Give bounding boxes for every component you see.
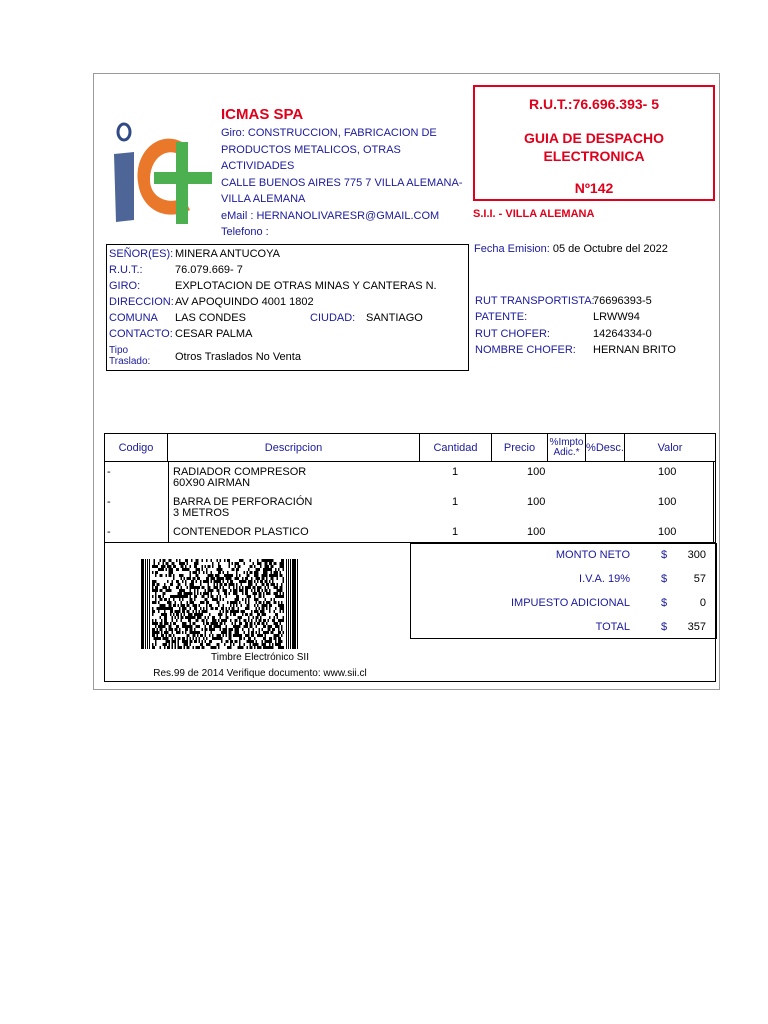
items-table (104, 433, 716, 543)
row-codigo: - (107, 466, 111, 478)
company-email: eMail : HERNANOLIVARESR@GMAIL.COM (221, 209, 440, 222)
tipo-traslado-label (109, 345, 150, 367)
total-currency: $ (661, 621, 668, 633)
senores-label: SEÑOR(ES): (109, 248, 174, 260)
row-precio: 100 (527, 496, 546, 508)
header-impto-1: %Impto (549, 436, 584, 448)
impuesto-adicional-currency: $ (661, 597, 668, 609)
total-value: 357 (687, 621, 706, 633)
contacto-value: CESAR PALMA (175, 328, 253, 340)
company-address-cont: VILLA ALEMANA (221, 193, 306, 205)
nombre-chofer-label: NOMBRE CHOFER: (475, 344, 576, 356)
document-type (475, 129, 713, 165)
patente-label: PATENTE: (475, 311, 528, 323)
company-phone: Telefono : (221, 226, 269, 238)
header-cantidad: Cantidad (420, 434, 492, 461)
issuer-rut: R.U.T.:76.696.393- 5 (529, 96, 659, 112)
client-giro-label: GIRO: (109, 280, 141, 292)
tipo-traslado-value: Otros Traslados No Venta (175, 351, 301, 363)
header-impto (548, 434, 586, 461)
row-valor: 100 (658, 466, 677, 478)
row-cantidad: 1 (452, 466, 459, 478)
monto-neto-value: 300 (687, 549, 706, 561)
rut-chofer-value: 14264334-0 (593, 328, 652, 340)
sii-office: S.I.I. - VILLA ALEMANA (473, 208, 595, 220)
company-logo (104, 112, 222, 230)
iva-label: I.V.A. 19% (579, 573, 630, 585)
impuesto-adicional-label: IMPUESTO ADICIONAL (511, 597, 630, 609)
header-desc: %Desc. (586, 434, 625, 461)
pdf417-barcode (141, 559, 298, 649)
tipo-traslado-label-1: Tipo (109, 345, 129, 356)
rut-transportista-value: 76696393-5 (593, 295, 652, 307)
header-impto-2: Adic.* (553, 446, 580, 458)
row-cantidad: 1 (452, 496, 459, 508)
row-valor: 100 (658, 526, 677, 538)
senores-value: MINERA ANTUCOYA (175, 248, 280, 260)
row-cantidad: 1 (452, 526, 459, 538)
client-rut-value: 76.079.669- 7 (175, 264, 243, 276)
iva-currency: $ (661, 573, 668, 585)
direccion-label: DIRECCION: (109, 296, 174, 308)
monto-neto-label: MONTO NETO (555, 549, 630, 561)
fecha-value: 05 de Octubre del 2022 (552, 243, 668, 255)
client-giro-value: EXPLOTACION DE OTRAS MINAS Y CANTERAS N. (175, 280, 437, 292)
company-giro-cont: PRODUCTOS METALICOS, OTRAS ACTIVIDADES (221, 143, 401, 172)
iva-value: 57 (693, 573, 706, 585)
row-precio: 100 (527, 526, 546, 538)
company-name: ICMAS SPA (221, 106, 304, 123)
row-descripcion-2: 3 METROS (173, 507, 230, 519)
ciudad-value: SANTIAGO (366, 312, 423, 324)
comuna-value: LAS CONDES (175, 312, 246, 324)
row-precio: 100 (527, 466, 546, 478)
client-box (106, 244, 469, 371)
company-details (221, 125, 471, 241)
document-number: Nº142 (574, 180, 614, 196)
header-codigo: Codigo (105, 434, 168, 461)
company-giro: Giro: CONSTRUCCION, FABRICACION DE (221, 127, 437, 139)
header-valor: Valor (657, 441, 683, 454)
row-descripcion: CONTENEDOR PLASTICO (173, 526, 309, 538)
header-precio: Precio (492, 434, 548, 461)
company-address: CALLE BUENOS AIRES 775 7 VILLA ALEMANA- (221, 176, 463, 189)
impuesto-adicional-value: 0 (699, 597, 706, 609)
timbre-caption: Timbre Electrónico SII (211, 652, 309, 663)
ciudad-label: CIUDAD: (310, 312, 356, 324)
row-descripcion: BARRA DE PERFORACIÓN (173, 496, 313, 508)
total-label: TOTAL (595, 621, 630, 633)
document-type-line1: GUIA DE DESPACHO (523, 130, 664, 146)
patente-value: LRWW94 (593, 311, 640, 323)
summary-area (104, 543, 716, 682)
client-rut-label: R.U.T.: (109, 264, 143, 276)
fecha-label: Fecha Emision: (474, 243, 550, 255)
tipo-traslado-label-2: Traslado: (109, 356, 151, 367)
document-page (93, 73, 720, 690)
row-descripcion: RADIADOR COMPRESOR (173, 466, 307, 478)
totals-box (410, 543, 717, 639)
row-codigo: - (107, 496, 111, 508)
document-type-line2: ELECTRONICA (543, 148, 645, 164)
rut-chofer-label: RUT CHOFER: (475, 328, 550, 340)
table-header (105, 434, 715, 462)
fecha-emision (474, 243, 668, 255)
row-descripcion-2: 60X90 AIRMAN (173, 477, 251, 489)
row-valor: 100 (658, 496, 677, 508)
rut-transportista-label: RUT TRANSPORTISTA: (475, 295, 595, 307)
comuna-label: COMUNA (109, 312, 158, 324)
monto-neto-currency: $ (661, 549, 668, 561)
timbre-verify: Res.99 de 2014 Verifique documento: www.sii.cl (153, 668, 367, 679)
row-codigo: - (107, 526, 111, 538)
nombre-chofer-value: HERNAN BRITO (593, 344, 676, 356)
direccion-value: AV APOQUINDO 4001 1802 (175, 296, 314, 308)
contacto-label: CONTACTO: (109, 328, 173, 340)
document-id-box (473, 85, 715, 201)
header-descripcion: Descripcion (168, 434, 420, 461)
